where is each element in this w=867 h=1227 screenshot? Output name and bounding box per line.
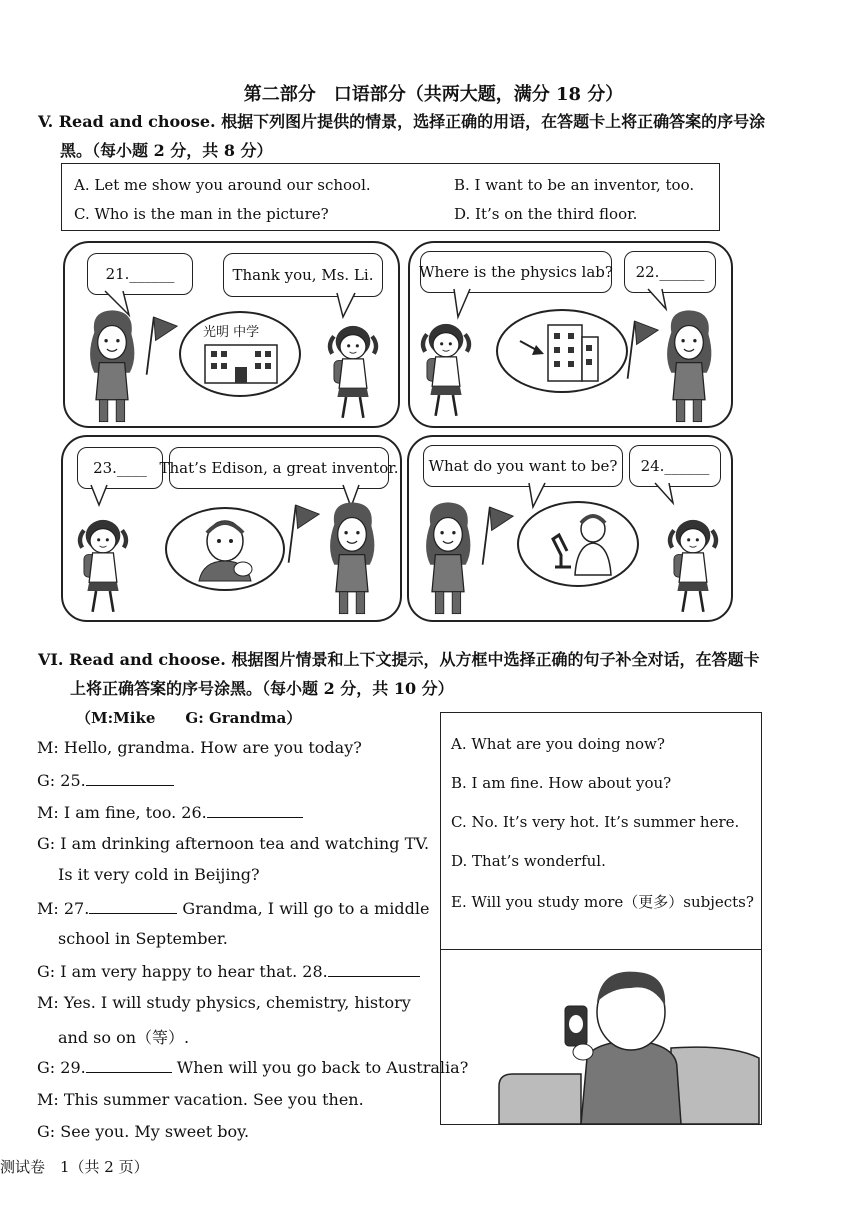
speech-text-physics-lab: Where is the physics lab? [419, 263, 613, 281]
dialogue-text: G: 29. [37, 1058, 86, 1077]
option-d: D. It’s on the third floor. [454, 205, 638, 223]
dialogue-line: G: I am drinking afternoon tea and watching TV. [37, 834, 430, 853]
option-a: A. Let me show you around our school. [74, 176, 371, 194]
comic-panel-24 [407, 435, 733, 622]
option-b: B. I am fine. How about you? [451, 774, 672, 792]
speech-bubble-24 [629, 445, 721, 487]
dialogue-text: G: I am very happy to hear that. 28. [37, 962, 328, 981]
comic-panel-21 [63, 241, 400, 428]
dialogue-line: M: Hello, grandma. How are you today? [37, 738, 362, 757]
option-c: C. No. It’s very hot. It’s summer here. [451, 813, 740, 831]
scientist-microscope-icon [537, 509, 621, 579]
girl-figure-icon [667, 513, 719, 617]
part-title: 第二部分 口语部分（共两大题，满分 18 分） [243, 84, 624, 105]
option-d: D. That’s wonderful. [451, 852, 606, 870]
section5-heading-en: V. Read and choose. [38, 112, 216, 131]
speech-bubble-want-to-be [423, 445, 623, 487]
girl-figure-icon [420, 317, 472, 421]
speech-text-edison: That’s Edison, a great inventor. [159, 459, 399, 477]
blank-23: 23.____ [93, 459, 147, 477]
section5-heading-line2: 黑。（每小题 2 分，共 8 分） [60, 141, 273, 160]
section6-options-box [440, 712, 762, 950]
dialogue-line: Is it very cold in Beijing? [58, 865, 260, 884]
dialogue-line-28 [37, 961, 420, 981]
blank-26 [207, 802, 303, 818]
dialogue-roles: （M:Mike G: Grandma） [76, 709, 302, 727]
teacher-figure-icon [77, 307, 147, 425]
bubble-tail-icon [333, 293, 363, 317]
blank-24: 24.______ [640, 457, 710, 475]
building-ellipse [496, 309, 628, 393]
speech-bubble-22 [624, 251, 716, 293]
section6-heading-en: VI. Read and choose. [38, 650, 226, 669]
blank-27 [89, 898, 177, 914]
tall-building-icon [512, 319, 612, 383]
section5-heading-zh: 根据下列图片提供的情景，选择正确的用语，在答题卡上将正确答案的序号涂 [221, 112, 766, 131]
teacher-figure-icon [654, 307, 724, 425]
school-sign: 光明 中学 [203, 325, 260, 340]
bubble-tail-icon [653, 483, 677, 503]
section6-heading-zh: 根据图片情景和上下文提示，从方框中选择正确的句子补全对话，在答题卡 [231, 650, 760, 669]
teacher-figure-icon [317, 499, 387, 617]
dialogue-line-26 [37, 802, 303, 822]
dialogue-line-27 [37, 898, 429, 918]
blank-28 [328, 961, 420, 977]
school-ellipse [179, 311, 301, 397]
blank-29 [86, 1057, 172, 1073]
speech-bubble-physics-lab [420, 251, 612, 293]
speech-bubble-21 [87, 253, 193, 295]
girl-figure-icon [327, 319, 379, 423]
dialogue-line: M: This summer vacation. See you then. [37, 1090, 364, 1109]
speech-text-thank-you: Thank you, Ms. Li. [232, 266, 374, 284]
illustration-box [440, 948, 762, 1125]
teacher-figure-icon [413, 499, 483, 617]
portrait-ellipse [165, 507, 285, 591]
dialogue-text: Grandma, I will go to a middle [182, 899, 430, 918]
option-b: B. I want to be an inventor, too. [454, 176, 695, 194]
speech-bubble-23 [77, 447, 163, 489]
flag-icon [479, 501, 515, 569]
comic-panel-22 [408, 241, 733, 428]
dialogue-text: G: 25. [37, 771, 86, 790]
dialogue-line: school in September. [58, 929, 228, 948]
dialogue-line: and so on（等）. [58, 1028, 190, 1047]
blank-21: 21.______ [105, 265, 175, 283]
blank-25 [86, 770, 174, 786]
school-building-icon [201, 339, 281, 385]
section6-heading-line2: 上将正确答案的序号涂黑。（每小题 2 分，共 10 分） [70, 679, 454, 698]
comic-panel-23 [61, 435, 402, 622]
girl-figure-icon [77, 513, 129, 617]
bubble-tail-icon [450, 289, 476, 317]
option-c: C. Who is the man in the picture? [74, 205, 329, 223]
section5-heading [38, 108, 838, 136]
dialogue-line-29 [37, 1057, 468, 1077]
speech-bubble-thank-you [223, 253, 383, 297]
dialogue-text: M: 27. [37, 899, 90, 918]
speech-text-want-to-be: What do you want to be? [428, 457, 618, 475]
boy-video-call-icon [441, 948, 761, 1124]
option-e: E. Will you study more（更多）subjects? [451, 893, 754, 911]
dialogue-text: When will you go back to Australia? [176, 1058, 469, 1077]
blank-22: 22.______ [635, 263, 705, 281]
speech-bubble-edison [159, 447, 399, 489]
scientist-ellipse [517, 501, 639, 587]
option-a: A. What are you doing now? [451, 735, 665, 753]
dialogue-line: M: Yes. I will study physics, chemistry, history [37, 993, 411, 1012]
flag-icon [285, 499, 321, 567]
dialogue-text: M: I am fine, too. 26. [37, 803, 207, 822]
dialogue-line-25 [37, 770, 174, 790]
flag-icon [143, 311, 179, 379]
bubble-tail-icon [527, 483, 553, 507]
section6-heading [38, 646, 838, 674]
section5-options-box [61, 163, 720, 231]
dialogue-line: G: See you. My sweet boy. [37, 1122, 250, 1141]
page-footer: 测试卷 1（共 2 页） [0, 1158, 149, 1176]
edison-portrait-icon [189, 515, 261, 583]
bubble-tail-icon [646, 289, 670, 309]
bubble-tail-icon [89, 485, 113, 505]
